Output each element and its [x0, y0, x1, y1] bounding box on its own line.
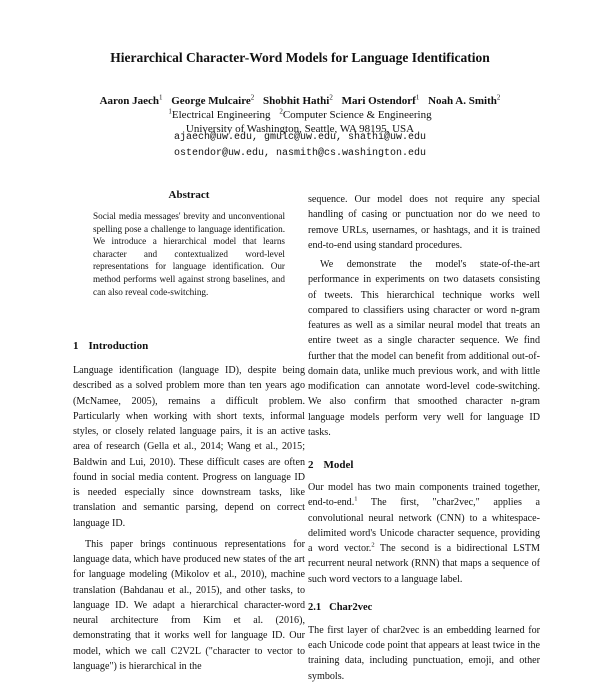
affiliation-2: $^2$Computer Science & Engineering [279, 107, 432, 121]
author: Noah A. Smith$^2$ [428, 93, 501, 107]
affiliation-1: $^1$Electrical Engineering [168, 107, 271, 121]
author: Aaron Jaech$^1$ [99, 93, 163, 107]
model-paragraph: Our model has two main components trained together, end-to-end.$^1$ The first, "char2vec," applies a convolutional neural network (CNN) to a whitespace-delimited word's Unicode character sequence, providing a word vector.$^2$ The second is a bidirectional LSTM recurrent neural network (RNN) that maps a sequence of such word vectors to a language label. [308, 482, 540, 585]
abstract-text: Social media messages' brevity and unconventional spelling pose a challenge to language identification. We introduce a hierarchical model that learns character and contextualized word-level representations for language identification. Our method performs well against strong baselines, and can also reveal code-switching. [93, 211, 285, 297]
intro-paragraph: This paper brings continuous representations for language data, which have produced new states of the art for language modeling (Mikolov et al., 2010), machine translation (Bahdanau et al., 2015), and other tasks, to language ID. We adapt a hierarchical character-word neural architecture from Kim et al. (2016), demonstrating that it works well for language ID. Our model, which we call C2V2L ("character to vector to language") is hierarchical in the [73, 538, 305, 672]
section-heading: 1 Introduction [73, 340, 149, 353]
results-paragraph: We demonstrate the model's state-of-the-art performance in experiments on two datasets consisting of tweets. This hierarchical technique works well compared to classifiers using character or word n-gram features as well as a similar neural model that treats an entire tweet as a single character sequence. We find further that the model can benefit from additional out-of-domain data, unlike much previous work, and with little modification can annotate word-level code-switching. We also confirm that smoothed character n-gram language models perform very well for language ID tasks. [308, 259, 540, 438]
continuation-paragraph: sequence. Our model does not require any special handling of casing or punctuation nor do we need to remove URLs, usernames, or hashtags, and it is trained end-to-end using standard procedures. [308, 194, 540, 251]
footnote-mark: 1 [354, 495, 358, 503]
paper-title: Hierarchical Character-Word Models for Language Identification [110, 50, 490, 65]
char2vec-paragraph: The first layer of char2vec is an embedding learned for each Unicode code point that appears at least twice in the training data, including punctuation, emoji, and other symbols. [308, 624, 540, 682]
left-column [73, 188, 305, 674]
university: University of Washington, Seattle, WA 98195, USA [185, 122, 415, 135]
author: Mari Ostendorf$^1$ [341, 93, 420, 107]
email-line: ostendor@uw.edu, nasmith@cs.washington.edu [173, 148, 427, 159]
right-column [308, 192, 540, 684]
email-line: ajaech@uw.edu, gmulc@uw.edu, shathi@uw.edu [173, 132, 427, 143]
abstract-heading: Abstract [168, 189, 210, 201]
subsection-heading: 2.1 Char2vec [308, 601, 373, 613]
author: Shobhit Hathi$^2$ [263, 93, 333, 107]
section-heading: 2 Model [308, 459, 354, 471]
author: George Mulcaire$^2$ [171, 93, 255, 107]
footnote-mark: 2 [371, 541, 375, 549]
email-list [0, 130, 600, 162]
intro-paragraph: Language identification (language ID), despite being described as a solved problem more than ten years ago (McNamee, 2005), remains a difficult problem. Particularly when working with short texts, informal styles, or closely related language pairs, it is an active area of research (Gella et al., 2014; Wang et al., 2015; Baldwin and Lui, 2010). These difficult cases are often found in social media content. Progress on language ID is needed especially since downstream tasks, like translation and semantic parsing, depend on correct language ID. [73, 365, 305, 529]
